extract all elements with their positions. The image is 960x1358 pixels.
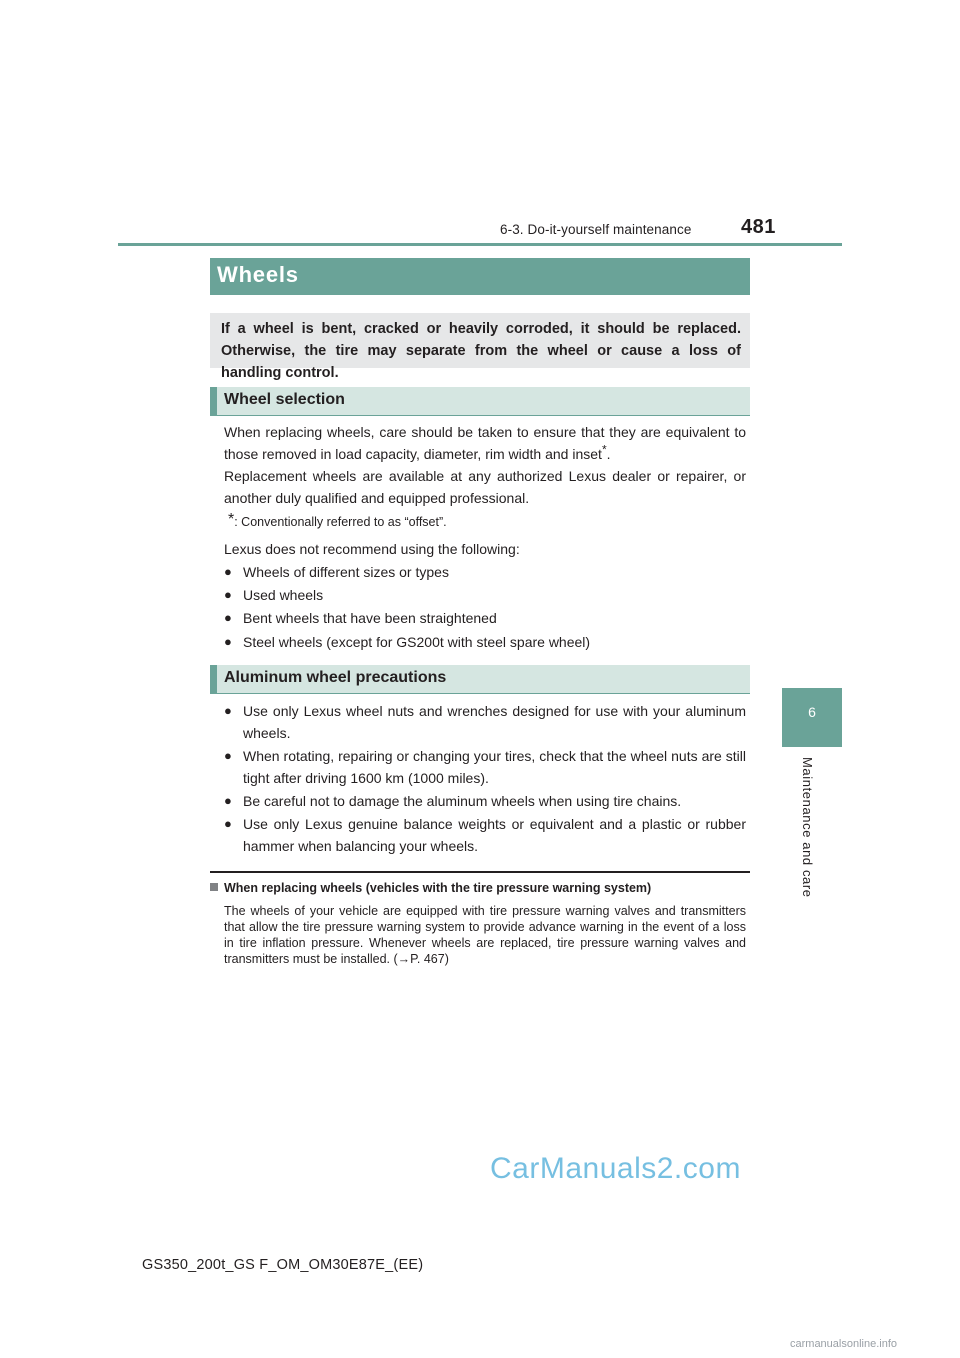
- list-item: [224, 745, 746, 789]
- list-item-text: When rotating, repairing or changing your tires, check that the wheel nuts are still tight after driving 1600 km (1000 miles).: [243, 748, 746, 786]
- note-divider: [210, 871, 750, 873]
- bullet-icon: ●: [224, 564, 232, 579]
- watermark-footer: carmanualsonline.info: [790, 1338, 898, 1350]
- list-item-text: Steel wheels (except for GS200t with steel spare wheel): [243, 634, 591, 650]
- paragraph-dealer: Replacement wheels are available at any authorized Lexus dealer or repairer, or another duly qualified and equipped professional.: [224, 468, 746, 506]
- chapter-tab: [782, 688, 842, 747]
- list-item-text: Use only Lexus wheel nuts and wrenches designed for use with your aluminum wheels.: [243, 703, 746, 741]
- list-item: [224, 561, 746, 583]
- bullet-icon: ●: [224, 816, 232, 831]
- list-item: [224, 631, 746, 653]
- paragraph-text: When replacing wheels, care should be taken to ensure that they are equivalent to those removed in load capacity, diameter, rim width and inset: [224, 424, 746, 462]
- note-title-text: When replacing wheels (vehicles with the tire pressure warning system): [224, 881, 652, 895]
- title-bar: [210, 258, 750, 295]
- page-title: Wheels: [217, 262, 299, 287]
- list-item-text: Bent wheels that have been straightened: [243, 610, 497, 626]
- note-body: The wheels of your vehicle are equipped with tire pressure warning valves and transmitters that allow the tire pressure warning system to provide advance warning in the event of a loss in tire inflation pressure. Whenever wheels are replaced, tire pressure warning valves and transmitters must be installed. (→P. 467): [224, 904, 746, 966]
- footnote-marker: *: [601, 442, 607, 457]
- list-item: [224, 790, 746, 812]
- list-item: [224, 607, 746, 629]
- list-item: [224, 700, 746, 744]
- document-id: GS350_200t_GS F_OM_OM30E87E_(EE): [142, 1257, 424, 1273]
- bullet-icon: ●: [224, 748, 232, 763]
- bullet-icon: ●: [224, 634, 232, 649]
- chapter-label: Maintenance and care: [800, 757, 815, 898]
- footnote-star: *: [228, 511, 235, 528]
- paragraph-end: .: [606, 446, 611, 462]
- footnote-text: : Conventionally referred to as “offset”.: [234, 515, 447, 529]
- section-header-wheel-selection: [210, 387, 750, 416]
- running-header-section: 6-3. Do-it-yourself maintenance: [500, 222, 692, 237]
- bullet-icon: ●: [224, 610, 232, 625]
- section-header-aluminum: [210, 665, 750, 694]
- footnote: [228, 511, 750, 531]
- intro-box: [210, 313, 750, 381]
- paragraph-not-recommend: Lexus does not recommend using the following:: [224, 541, 520, 557]
- square-bullet-icon: [210, 883, 218, 891]
- paragraph-equivalent: [224, 421, 746, 465]
- watermark: CarManuals2.com: [490, 1152, 741, 1185]
- bullet-icon: ●: [224, 703, 232, 718]
- list-item-text: Used wheels: [243, 587, 324, 603]
- list-item-text: Be careful not to damage the aluminum wheels when using tire chains.: [243, 793, 682, 809]
- list-item: [224, 584, 746, 606]
- chapter-number: 6: [808, 704, 816, 720]
- list-item-text: Use only Lexus genuine balance weights or equivalent and a plastic or rubber hammer when balancing your wheels.: [243, 816, 746, 854]
- intro-text: If a wheel is bent, cracked or heavily corroded, it should be replaced. Otherwise, the tire may separate from the wheel or cause a loss of handling control.: [221, 321, 741, 381]
- list-item-text: Wheels of different sizes or types: [243, 564, 449, 580]
- bullet-icon: ●: [224, 587, 232, 602]
- page-number: 481: [741, 216, 776, 238]
- section-title: Aluminum wheel precautions: [224, 669, 447, 686]
- note-title: [210, 881, 651, 895]
- bullet-icon: ●: [224, 793, 232, 808]
- section-title: Wheel selection: [224, 391, 345, 408]
- list-item: [224, 813, 746, 857]
- header-rule: [118, 243, 842, 246]
